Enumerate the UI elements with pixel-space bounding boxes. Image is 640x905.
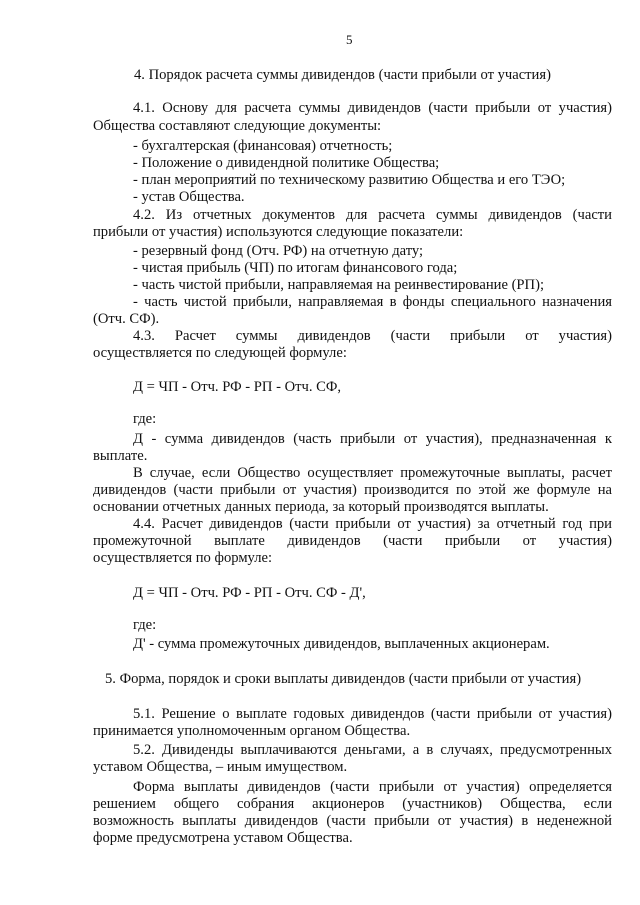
where-label-2: где: bbox=[133, 617, 157, 633]
paragraph-4-4-line-2: промежуточной выплате дивидендов (части прибыли от участия) bbox=[93, 533, 612, 549]
list-item-reinvestment: - часть чистой прибыли, направляемая на реинвестирование (РП); bbox=[133, 277, 544, 293]
definition-d-line-1: Д - сумма дивидендов (часть прибыли от участия), предназначенная к bbox=[133, 431, 612, 447]
paragraph-5-2-line-2: уставом Общества, – иным имуществом. bbox=[93, 759, 348, 775]
paragraph-5-1-line-1: 5.1. Решение о выплате годовых дивидендов (части прибыли от участия) bbox=[133, 706, 612, 722]
paragraph-4-3-line-2: осуществляется по следующей формуле: bbox=[93, 345, 347, 361]
list-item-special-funds-line-1: - часть чистой прибыли, направляемая в фонды специального назначения bbox=[133, 294, 612, 310]
paragraph-4-1-line-1: 4.1. Основу для расчета суммы дивидендов (части прибыли от участия) bbox=[133, 100, 612, 116]
page-number: 5 bbox=[346, 32, 353, 47]
paragraph-form-line-2: решением общего собрания акционеров (участников) Общества, если bbox=[93, 796, 612, 812]
list-item-accounting: - бухгалтерская (финансовая) отчетность; bbox=[133, 138, 393, 154]
definition-d-prime: Д' - сумма промежуточных дивидендов, выплаченных акционерам. bbox=[133, 636, 550, 652]
paragraph-5-1-line-2: принимается уполномоченным органом Общества. bbox=[93, 723, 411, 739]
formula-2: Д = ЧП - Отч. РФ - РП - Отч. СФ - Д', bbox=[133, 585, 366, 601]
paragraph-interim-line-1: В случае, если Общество осуществляет промежуточные выплаты, расчет bbox=[133, 465, 612, 481]
list-item-special-funds-line-2: (Отч. СФ). bbox=[93, 311, 160, 327]
paragraph-4-3-line-1: 4.3. Расчет суммы дивидендов (части прибыли от участия) bbox=[133, 328, 612, 344]
list-item-tech-plan: - план мероприятий по техническому развитию Общества и его ТЭО; bbox=[133, 172, 566, 188]
definition-d-line-2: выплате. bbox=[93, 448, 148, 464]
paragraph-4-2-line-1: 4.2. Из отчетных документов для расчета суммы дивидендов (части bbox=[133, 207, 612, 223]
list-item-net-profit: - чистая прибыль (ЧП) по итогам финансового года; bbox=[133, 260, 458, 276]
section-4-heading: 4. Порядок расчета суммы дивидендов (части прибыли от участия) bbox=[134, 67, 551, 83]
paragraph-form-line-4: форме предусмотрена уставом Общества. bbox=[93, 830, 353, 846]
list-item-reserve-fund: - резервный фонд (Отч. РФ) на отчетную дату; bbox=[133, 243, 424, 259]
paragraph-interim-line-3: основании отчетных данных периода, за который производятся выплаты. bbox=[93, 499, 549, 515]
paragraph-5-2-line-1: 5.2. Дивиденды выплачиваются деньгами, а в случаях, предусмотренных bbox=[133, 742, 612, 758]
paragraph-4-4-line-1: 4.4. Расчет дивидендов (части прибыли от участия) за отчетный год при bbox=[133, 516, 612, 532]
formula-1: Д = ЧП - Отч. РФ - РП - Отч. СФ, bbox=[133, 379, 342, 395]
paragraph-form-line-1: Форма выплаты дивидендов (части прибыли от участия) определяется bbox=[133, 779, 612, 795]
where-label-1: где: bbox=[133, 411, 157, 427]
paragraph-4-1-line-2: Общества составляют следующие документы: bbox=[93, 118, 382, 134]
list-item-dividend-policy: - Положение о дивидендной политике Общества; bbox=[133, 155, 440, 171]
paragraph-interim-line-2: дивидендов (части прибыли от участия) производится по этой же формуле на bbox=[93, 482, 612, 498]
paragraph-form-line-3: возможность выплаты дивидендов (части прибыли от участия) в неденежной bbox=[93, 813, 612, 829]
paragraph-4-4-line-3: осуществляется по формуле: bbox=[93, 550, 273, 566]
paragraph-4-2-line-2: прибыли от участия) используются следующие показатели: bbox=[93, 224, 464, 240]
list-item-charter: - устав Общества. bbox=[133, 189, 245, 205]
section-5-heading: 5. Форма, порядок и сроки выплаты дивидендов (части прибыли от участия) bbox=[105, 671, 582, 687]
